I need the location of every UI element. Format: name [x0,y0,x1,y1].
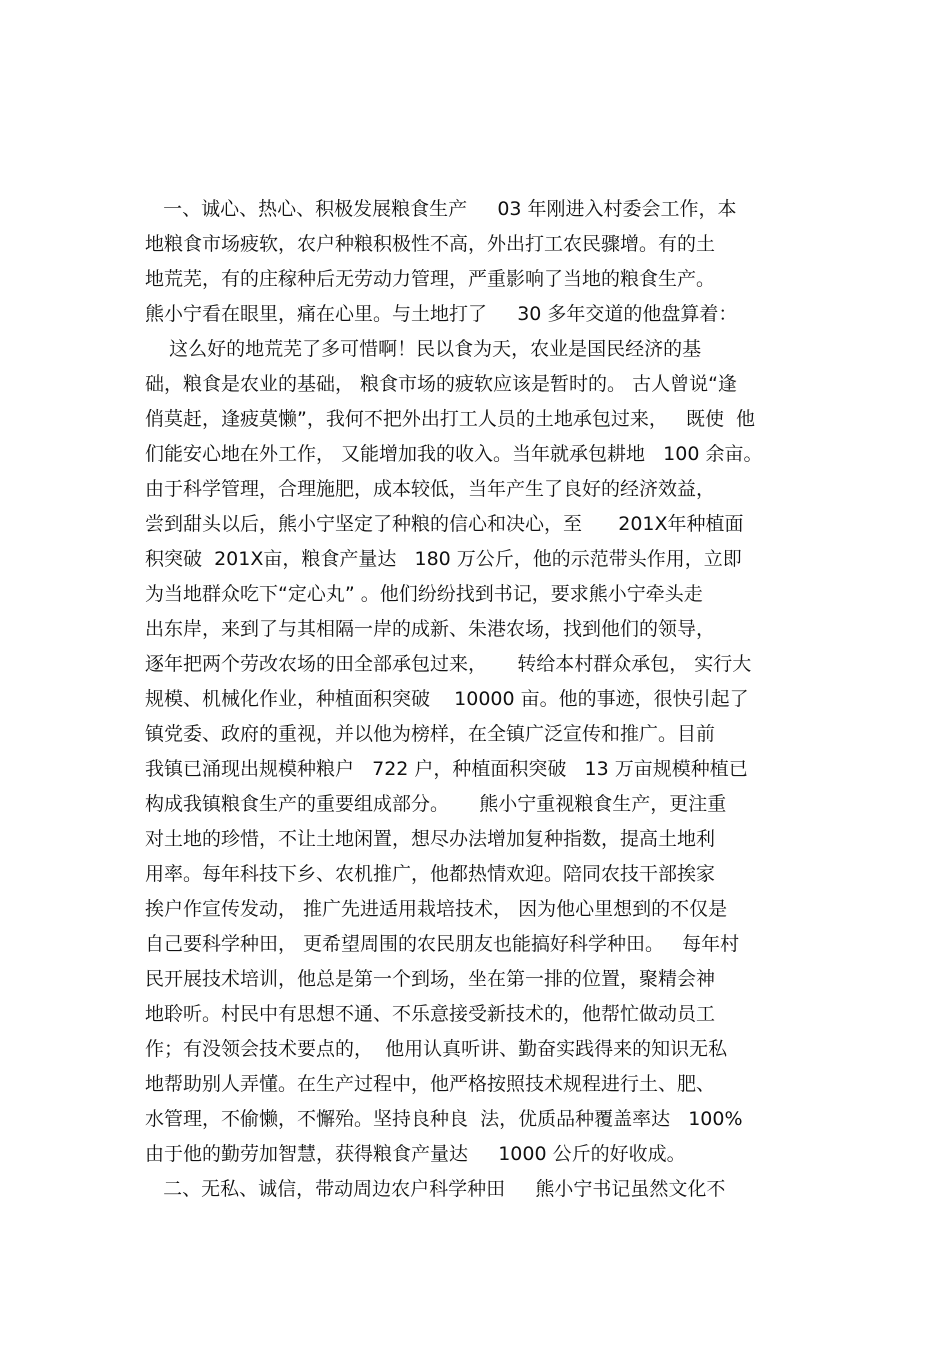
text-line: 地聆听。村民中有思想不通、不乐意接受新技术的，他帮忙做动员工 [145,1003,716,1025]
text-line: 熊小宁看在眼里，痛在心里。与土地打了 30 多年交道的他盘算着： [145,303,738,325]
text-line: 俏莫赶，逢疲莫懒”，我何不把外出打工人员的土地承包过来， 既使 他 [145,408,756,430]
text-line: 我镇已涌现出规模种粮户 722 户，种植面积突破 13 万亩规模种植已 [145,758,748,780]
text-line: 构成我镇粮食生产的重要组成部分。 熊小宁重视粮食生产，更注重 [145,793,727,815]
body-text [145,192,825,1207]
text-line: 水管理，不偷懒，不懈殆。坚持良种良 法，优质品种覆盖率达 100% [145,1108,743,1130]
text-line: 础，粮食是农业的基础， 粮食市场的疲软应该是暂时的。 古人曾说“逢 [145,373,737,395]
text-line: 出东岸，来到了与其相隔一岸的成新、朱港农场，找到他们的领导， [145,618,716,640]
text-line: 由于他的勤劳加智慧，获得粮食产量达 1000 公斤的好收成。 [145,1143,686,1165]
text-line: 地荒芜，有的庄稼种后无劳动力管理，严重影响了当地的粮食生产。 [145,268,716,290]
text-line: 由于科学管理，合理施肥，成本较低，当年产生了良好的经济效益， [145,478,716,500]
text-line: 作；有没领会技术要点的， 他用认真听讲、勤奋实践得来的知识无私 [145,1038,728,1060]
text-line: 二、无私、诚信，带动周边农户科学种田 熊小宁书记虽然文化不 [145,1178,726,1200]
text-line: 地帮助别人弄懂。在生产过程中，他严格按照技术规程进行土、肥、 [145,1073,716,1095]
text-line: 民开展技术培训，他总是第一个到场，坐在第一排的位置，聚精会神 [145,968,716,990]
text-line: 这么好的地荒芜了多可惜啊！民以食为天，农业是国民经济的基 [145,338,702,360]
text-line: 挨户作宣传发动， 推广先进适用栽培技术， 因为他心里想到的不仅是 [145,898,728,920]
text-line: 积突破 201X亩，粮食产量达 180 万公斤，他的示范带头作用，立即 [145,548,742,570]
text-line: 镇党委、政府的重视，并以他为榜样，在全镇广泛宣传和推广。目前 [145,723,716,745]
text-line: 地粮食市场疲软，农户种粮积极性不高，外出打工农民骤增。有的土 [145,233,716,255]
text-line: 一、诚心、热心、积极发展粮食生产 03 年刚进入村委会工作，本 [145,198,737,220]
text-line: 自己要科学种田， 更希望周围的农民朋友也能搞好科学种田。 每年村 [145,933,740,955]
text-line: 尝到甜头以后，熊小宁坚定了种粮的信心和决心，至 201X年种植面 [145,513,744,535]
text-line: 为当地群众吃下“定心丸” 。他们纷纷找到书记，要求熊小宁牵头走 [145,583,703,605]
text-line: 规模、机械化作业，种植面积突破 10000 亩。他的事迹，很快引起了 [145,688,749,710]
text-line: 们能安心地在外工作， 又能增加我的收入。当年就承包耕地 100 余亩。 [145,443,763,465]
text-line: 逐年把两个劳改农场的田全部承包过来， 转给本村群众承包， 实行大 [145,653,752,675]
text-line: 对土地的珍惜，不让土地闲置，想尽办法增加复种指数，提高土地利 [145,828,716,850]
text-line: 用率。每年科技下乡、农机推广，他都热情欢迎。陪同农技干部挨家 [145,863,716,885]
